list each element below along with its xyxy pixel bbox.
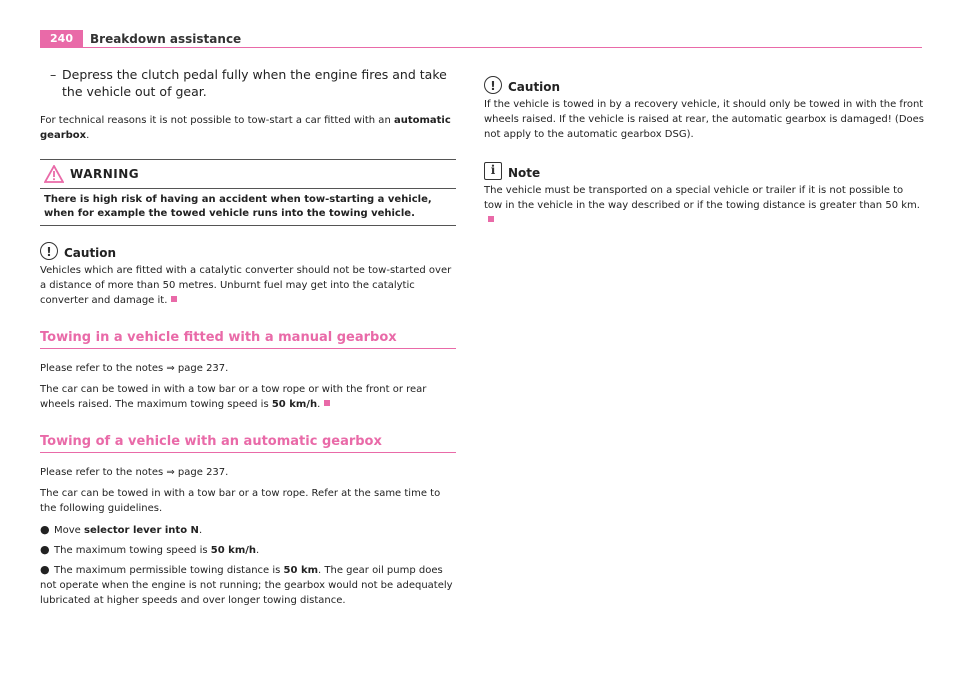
note-block (484, 162, 924, 228)
bullet-dot: ● (40, 523, 50, 536)
left-column (40, 66, 456, 608)
manual-text-end: . (317, 399, 321, 410)
caution-text-content: Vehicles which are fitted with a catalytic converter should not be tow-started over a distance of more than 50 metres. Unburnt fuel may get into the catalytic converter and damage it. (40, 265, 452, 306)
section-heading-manual: Towing in a vehicle fitted with a manual gearbox (40, 330, 456, 349)
caution-title: Caution (508, 80, 561, 94)
manual-gearbox-section (40, 330, 456, 412)
manual-speed: 50 km/h (271, 399, 318, 410)
automatic-intro: The car can be towed in with a tow bar or a tow rope. Refer at the same time to the following guidelines. (40, 488, 441, 514)
warning-triangle-icon (44, 165, 64, 183)
caution-block (484, 76, 924, 142)
tech-note (40, 113, 456, 143)
bullet-dot: ● (40, 563, 50, 576)
caution-title: Caution (64, 246, 117, 260)
bullet-dot: ● (40, 543, 50, 556)
section-end-mark (324, 400, 330, 406)
page-number: 240 (40, 30, 83, 48)
note-text (484, 183, 924, 228)
section-end-mark (171, 296, 177, 302)
bullet-text: Move (54, 525, 81, 536)
caution-icon: ! (484, 76, 502, 94)
instruction-step (40, 66, 456, 100)
tech-note-bold: automatic gearbox (40, 115, 451, 141)
step-text: Depress the clutch pedal fully when the engine fires and take the vehicle out of gear. (62, 67, 447, 99)
bullet-bold: selector lever into N (84, 525, 199, 536)
caution-block (40, 242, 456, 308)
step-dash: – (50, 67, 57, 82)
bullet-bold: 50 km/h (210, 545, 257, 556)
caution-icon: ! (40, 242, 58, 260)
tech-note-text: For technical reasons it is not possible to tow-start a car fitted with an (40, 115, 391, 126)
bullet-bold: 50 km (283, 565, 319, 576)
list-item (40, 522, 456, 538)
header-rule (83, 47, 922, 49)
list-item (40, 562, 456, 608)
caution-header (484, 76, 924, 94)
list-item (40, 542, 456, 558)
note-header (484, 162, 924, 180)
caution-text (40, 263, 456, 308)
warning-text: There is high risk of having an accident when tow-starting a vehicle, when for example the towed vehicle runs into the towing vehicle. (44, 194, 432, 219)
manual-text-content: The car can be towed in with a tow bar or a tow rope or with the front or rear wheels raised. The maximum towing speed is (40, 384, 427, 410)
automatic-gearbox-section (40, 434, 456, 608)
right-column (484, 76, 924, 228)
warning-title: WARNING (70, 167, 140, 181)
bullet-end: . (256, 545, 260, 556)
bullet-end: . (198, 525, 203, 536)
bullet-end: . The gear oil pump does not operate when the engine is not running; the gearbox would not be adequately lubricated at higher speeds and over longer towing distance. (40, 565, 453, 606)
note-info-icon: i (484, 162, 502, 180)
caution-text: If the vehicle is towed in by a recovery vehicle, it should only be towed in with the front wheels raised. If the vehicle is raised at rear, the automatic gearbox is damaged! (Does not apply to the automatic gearbox DSG). (484, 99, 925, 140)
section-heading-automatic: Towing of a vehicle with an automatic gearbox (40, 434, 456, 453)
note-text-content: The vehicle must be transported on a special vehicle or trailer if it is not possible to tow in the vehicle in the way described or if the towing distance is greater than 50 km. (484, 185, 920, 211)
page-header (40, 30, 922, 48)
automatic-ref: Please refer to the notes ⇒ page 237. (40, 467, 229, 478)
warning-header (40, 160, 456, 189)
manual-ref: Please refer to the notes ⇒ page 237. (40, 363, 229, 374)
caution-header (40, 242, 456, 260)
manual-text (40, 382, 456, 412)
tech-note-end: . (86, 130, 90, 141)
warning-box (40, 159, 456, 226)
section-end-mark (488, 216, 494, 222)
bullet-text: The maximum towing speed is (54, 545, 208, 556)
bullet-text: The maximum permissible towing distance is (54, 565, 281, 576)
chapter-title: Breakdown assistance (90, 32, 242, 46)
note-title: Note (508, 166, 541, 180)
